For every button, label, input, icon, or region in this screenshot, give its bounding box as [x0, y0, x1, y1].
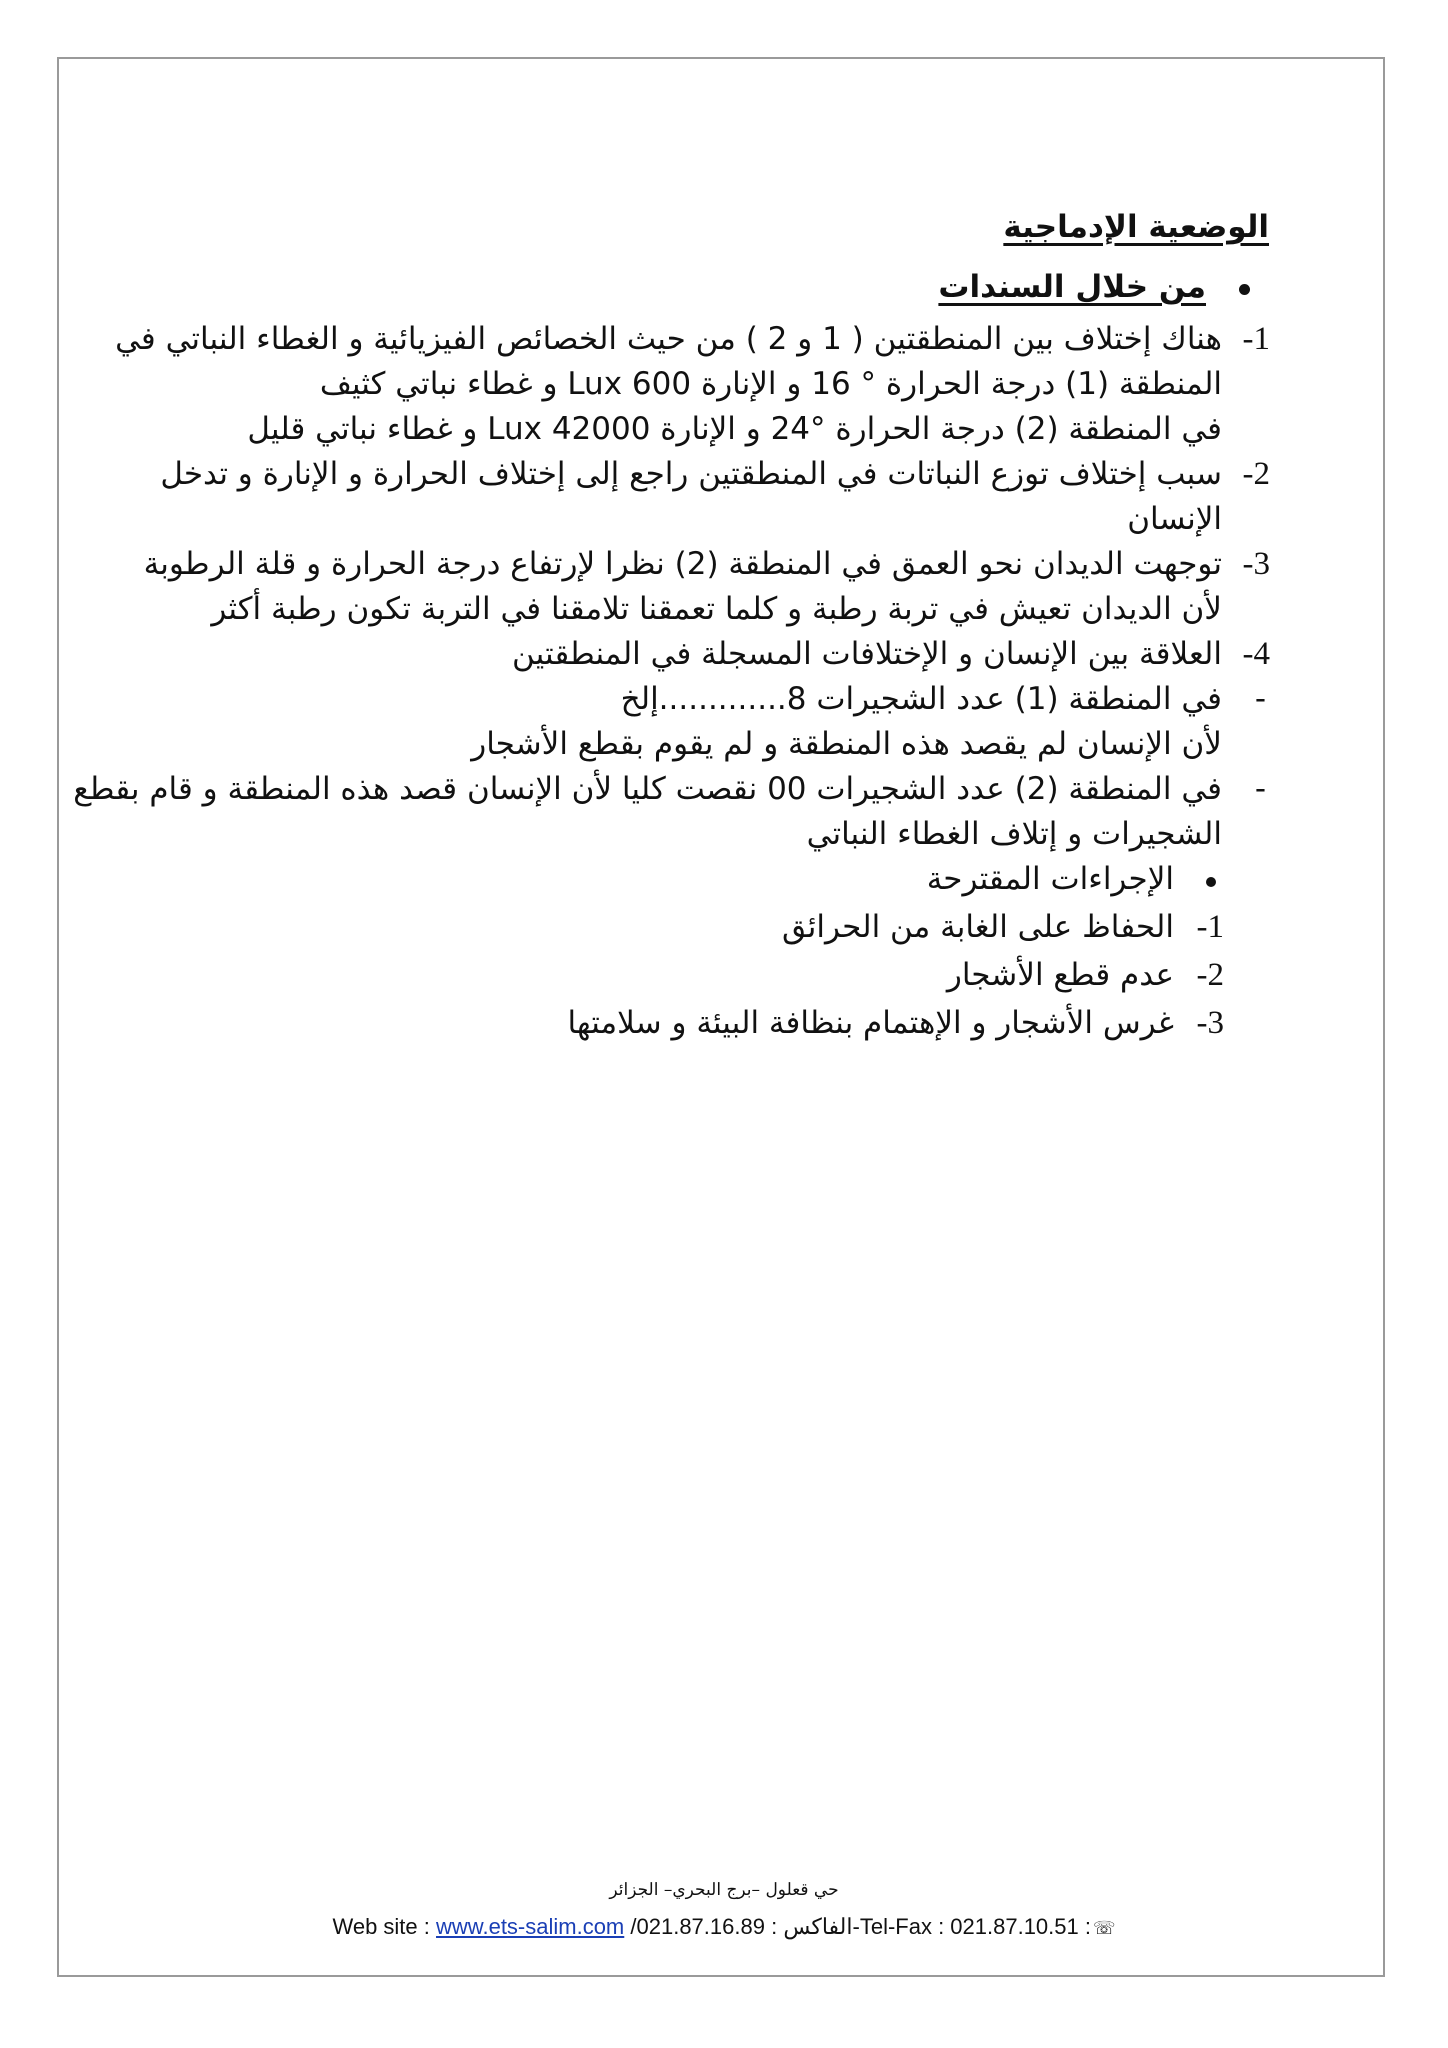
tel-fax: Tel-Fax : 021.87.10.51 — [859, 1914, 1079, 1939]
measures-heading-text: الإجراءات المقترحة — [926, 861, 1174, 897]
dash-item-2 — [73, 767, 1270, 857]
dash-item-1 — [120, 677, 1270, 767]
item-line: هناك إختلاف بين المنطقتين ( 1 و 2 ) من حيث الخصائص الفيزيائية و الغطاء النباتي في — [115, 321, 1222, 357]
fax-label: -الفاكس : — [771, 1914, 860, 1939]
footer-address: حي قعلول –برج البحري– الجزائر — [609, 1880, 839, 1900]
dash-line: الشجيرات و إتلاف الغطاء النباتي — [806, 816, 1222, 852]
measure-item-3 — [120, 1001, 1270, 1049]
item-line: العلاقة بين الإنسان و الإختلافات المسجلة في المنطقتين — [512, 636, 1222, 672]
item-line: توجهت الديدان نحو العمق في المنطقة (2) نظرا لإرتفاع درجة الحرارة و قلة الرطوبة — [143, 546, 1222, 582]
footer-contact — [0, 1914, 1448, 1940]
measure-text: عدم قطع الأشجار — [946, 957, 1174, 993]
document-title: الوضعية الإدماجية — [1003, 209, 1269, 245]
dash-line: لأن الإنسان لم يقصد هذه المنطقة و لم يقوم بقطع الأشجار — [471, 726, 1222, 762]
item-line: سبب إختلاف توزع النباتات في المنطقتين راجع إلى إختلاف الحرارة و الإنارة و تدخل — [160, 456, 1222, 492]
measure-number: 3- — [1196, 1005, 1224, 1041]
bullet-icon — [1239, 284, 1250, 295]
fax-number: /021.87.16.89 — [630, 1914, 765, 1939]
measure-text: الحفاظ على الغابة من الحرائق — [781, 909, 1174, 945]
measure-number: 1- — [1196, 909, 1224, 945]
item-number: 3- — [1242, 546, 1270, 582]
dash-marker: - — [1254, 771, 1266, 807]
item-line: الإنسان — [1127, 501, 1222, 537]
dash-marker: - — [1254, 681, 1266, 717]
item-line: المنطقة (1) درجة الحرارة ° 16 و الإنارة 600 Lux و غطاء نباتي كثيف — [319, 366, 1222, 402]
measure-number: 2- — [1196, 957, 1224, 993]
item-number: 2- — [1242, 456, 1270, 492]
measure-text: غرس الأشجار و الإهتمام بنظافة البيئة و سلامتها — [567, 1005, 1174, 1041]
phone-label: : — [1084, 1914, 1091, 1939]
item-number: 4- — [1242, 636, 1270, 672]
item-line: لأن الديدان تعيش في تربة رطبة و كلما تعمقنا تلامقنا في التربة تكون رطبة أكثر — [211, 591, 1222, 627]
answer-item-3 — [120, 542, 1270, 632]
answer-item-1 — [115, 317, 1270, 452]
item-line: في المنطقة (2) درجة الحرارة °24 و الإنارة 42000 Lux و غطاء نباتي قليل — [247, 411, 1222, 447]
section-heading — [120, 265, 1270, 317]
website-label: Web site : — [332, 1914, 430, 1939]
document-body — [73, 205, 1270, 1049]
dash-line: في المنطقة (1) عدد الشجيرات 8.............إلخ — [620, 681, 1222, 717]
phone-icon: ☏ — [1093, 1918, 1116, 1938]
website-link[interactable]: www.ets-salim.com — [436, 1914, 625, 1939]
item-number: 1- — [1242, 321, 1270, 357]
bullet-icon — [1206, 877, 1216, 887]
dash-line: في المنطقة (2) عدد الشجيرات 00 نقصت كليا لأن الإنسان قصد هذه المنطقة و قام بقطع — [73, 771, 1222, 807]
answer-item-4 — [120, 632, 1270, 677]
measure-item-2 — [120, 953, 1270, 1001]
answer-item-2 — [120, 452, 1270, 542]
section-heading-text: من خلال السندات — [938, 269, 1206, 305]
measure-item-1 — [120, 905, 1270, 953]
measures-heading — [120, 857, 1270, 905]
